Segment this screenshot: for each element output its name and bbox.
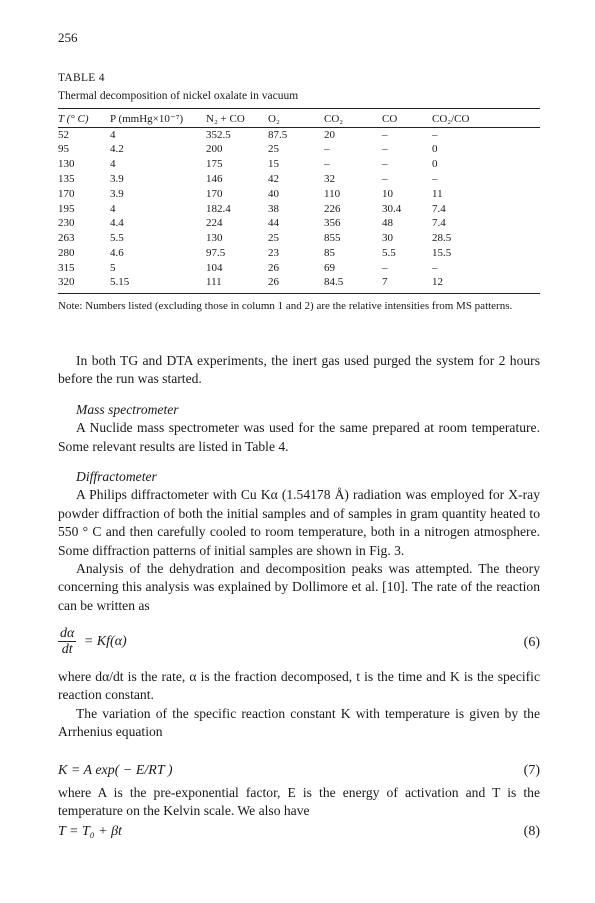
cell-co: 5.5 (382, 246, 396, 259)
cell-o2: 26 (268, 261, 279, 274)
header-o2: O₂ (268, 109, 324, 128)
paragraph-purge: In both TG and DTA experiments, the inert gas used purged the system for 2 hours before the run was started. (58, 353, 540, 387)
cell-co: – (382, 158, 388, 171)
equation-6-label: (6) (523, 635, 540, 650)
body-text (58, 352, 540, 615)
cell-co2: 84.5 (324, 276, 344, 289)
cell-o2: 15 (268, 158, 279, 171)
cell-co2: – (324, 158, 330, 171)
paragraph-arrhenius: The variation of the specific reaction constant K with temperature is given by the Arrhenius equation (58, 705, 540, 740)
cell-co2-co-ratio: 11 (432, 187, 443, 200)
paragraph-analysis: Analysis of the dehydration and decomposition peaks was attempted. The theory concerning this analysis was explained by Dollimore et al. [10]. The rate of the reaction can be written as (58, 561, 540, 613)
cell-n2-co: 200 (206, 143, 223, 156)
cell-temperature: 230 (58, 217, 75, 230)
table-header-row (58, 109, 540, 128)
cell-co2: 32 (324, 172, 335, 185)
cell-co: 7 (382, 276, 388, 289)
cell-o2: 42 (268, 172, 279, 185)
cell-pressure: 5.5 (110, 232, 124, 245)
cell-temperature: 263 (58, 232, 75, 245)
cell-co2: 110 (324, 187, 341, 200)
table-row (58, 128, 540, 143)
header-co2-co-ratio: CO₂/CO (432, 109, 540, 128)
cell-pressure: 5.15 (110, 276, 130, 289)
cell-pressure: 4.2 (110, 143, 124, 156)
equation-8-body: T = T₀ + βt (58, 824, 122, 839)
cell-pressure: 3.9 (110, 172, 124, 185)
equation-6 (58, 626, 540, 662)
cell-co2: 855 (324, 232, 341, 245)
table-body (58, 128, 540, 294)
header-temperature: T (° C) (58, 109, 110, 128)
cell-co2-co-ratio: 0 (432, 143, 438, 156)
table-row (58, 276, 540, 294)
cell-o2: 25 (268, 232, 279, 245)
header-co: CO (382, 109, 432, 128)
subhead-diffractometer: Diffractometer (76, 469, 157, 485)
cell-pressure: 4 (110, 128, 116, 141)
cell-co2-co-ratio: 12 (432, 276, 443, 289)
cell-temperature: 320 (58, 276, 75, 289)
cell-temperature: 130 (58, 158, 75, 171)
cell-pressure: 4 (110, 202, 116, 215)
cell-co: – (382, 261, 388, 274)
paragraph-where-arrhenius: where A is the pre-exponential factor, E is the energy of activation and T is the temperature on the Kelvin scale. We also have (58, 785, 540, 819)
table-row (58, 172, 540, 187)
cell-co2: 356 (324, 217, 341, 230)
table-block (58, 72, 540, 314)
paragraph-where-rate: where dα/dt is the rate, α is the fraction decomposed, t is the time and K is the specific reaction constant. (58, 669, 540, 703)
cell-temperature: 195 (58, 202, 75, 215)
equation-7 (58, 763, 540, 783)
header-pressure: P (mmHg×10⁻⁷) (110, 109, 206, 128)
cell-temperature: 135 (58, 172, 75, 185)
cell-n2-co: 111 (206, 276, 222, 289)
table-row (58, 246, 540, 261)
equation-7-body: K = A exp( − E/RT ) (58, 763, 173, 778)
cell-co: 30 (382, 232, 393, 245)
cell-n2-co: 224 (206, 217, 223, 230)
cell-o2: 25 (268, 143, 279, 156)
cell-co: 30.4 (382, 202, 402, 215)
table-bottom-rule (58, 294, 540, 297)
cell-co2: 85 (324, 246, 335, 259)
cell-co2: 226 (324, 202, 341, 215)
equation-6-numerator: dα (60, 626, 75, 641)
cell-pressure: 5 (110, 261, 116, 274)
cell-n2-co: 146 (206, 172, 223, 185)
subhead-mass-spectrometer: Mass spectrometer (76, 401, 179, 417)
cell-o2: 44 (268, 217, 279, 230)
cell-o2: 40 (268, 187, 279, 200)
header-co2: CO₂ (324, 109, 382, 128)
cell-temperature: 95 (58, 143, 69, 156)
cell-temperature: 315 (58, 261, 75, 274)
cell-o2: 87.5 (268, 128, 288, 141)
body-text-2 (58, 668, 540, 742)
cell-temperature: 280 (58, 246, 75, 259)
equation-8-label: (8) (523, 824, 540, 839)
table-row (58, 143, 540, 158)
decomposition-table (58, 108, 540, 296)
header-n2-co: N₂ + CO (206, 109, 268, 128)
table-row (58, 187, 540, 202)
cell-n2-co: 97.5 (206, 246, 226, 259)
cell-temperature: 170 (58, 187, 75, 200)
cell-co2: 20 (324, 128, 335, 141)
body-text-3 (58, 784, 540, 821)
page-number: 256 (58, 30, 78, 45)
table-note: Note: Numbers listed (excluding those in column 1 and 2) are the relative intensities from MS patterns. (58, 300, 513, 312)
cell-co2-co-ratio: – (432, 128, 438, 141)
cell-co2-co-ratio: – (432, 172, 438, 185)
equation-6-denominator: dt (61, 642, 73, 657)
cell-o2: 26 (268, 276, 279, 289)
table-row (58, 231, 540, 246)
cell-co: – (382, 172, 388, 185)
equation-7-label: (7) (523, 763, 540, 778)
cell-n2-co: 104 (206, 261, 223, 274)
table-label: TABLE 4 (58, 72, 105, 84)
cell-o2: 38 (268, 202, 279, 215)
table-row (58, 217, 540, 232)
cell-co: – (382, 143, 388, 156)
cell-co2: 69 (324, 261, 335, 274)
cell-co2-co-ratio: 7.4 (432, 217, 446, 230)
equation-6-fraction (58, 626, 76, 657)
table-row (58, 158, 540, 173)
cell-co2-co-ratio: 0 (432, 158, 438, 171)
cell-co: 10 (382, 187, 393, 200)
cell-co: 48 (382, 217, 393, 230)
cell-n2-co: 182.4 (206, 202, 231, 215)
cell-temperature: 52 (58, 128, 69, 141)
cell-co2-co-ratio: 28.5 (432, 232, 452, 245)
cell-pressure: 4 (110, 158, 116, 171)
cell-co2-co-ratio: – (432, 261, 438, 274)
equation-8 (58, 824, 540, 844)
cell-pressure: 4.4 (110, 217, 124, 230)
cell-co: – (382, 128, 388, 141)
equation-6-rhs: = Kf(α) (83, 633, 127, 649)
cell-pressure: 4.6 (110, 246, 124, 259)
table-row (58, 202, 540, 217)
paragraph-mass-spectrometer: A Nuclide mass spectrometer was used for the same prepared at room temperature. Some relevant results are listed in Table 4. (58, 420, 540, 454)
table-caption: Thermal decomposition of nickel oxalate in vacuum (58, 90, 299, 102)
cell-n2-co: 175 (206, 158, 223, 171)
table-row (58, 261, 540, 276)
paragraph-diffractometer: A Philips diffractometer with Cu Kα (1.54178 Å) radiation was employed for X-ray powder diffraction of both the initial samples and of samples in gram quantity heated to 550 ° C and then carefully cooled to room temperature, both in a nitrogen atmosphere. Some diffraction patterns of initial samples are shown in Fig. 3. (58, 487, 540, 558)
cell-n2-co: 130 (206, 232, 223, 245)
cell-o2: 23 (268, 246, 279, 259)
cell-n2-co: 170 (206, 187, 223, 200)
cell-n2-co: 352.5 (206, 128, 231, 141)
cell-co2-co-ratio: 7.4 (432, 202, 446, 215)
cell-co2: – (324, 143, 330, 156)
cell-co2-co-ratio: 15.5 (432, 246, 452, 259)
cell-pressure: 3.9 (110, 187, 124, 200)
